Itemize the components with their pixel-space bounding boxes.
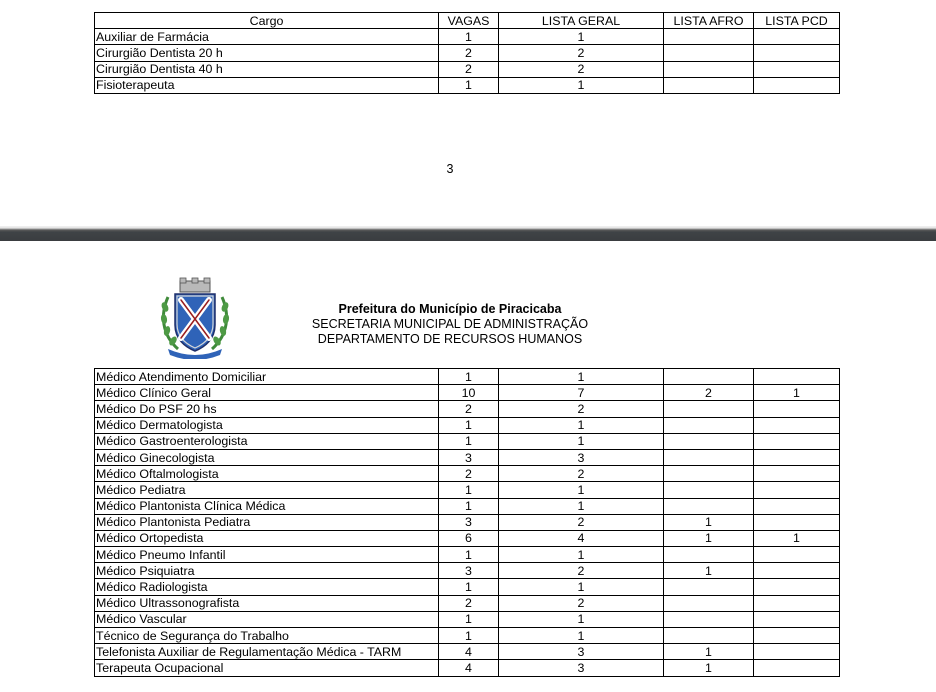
table-row — [95, 530, 840, 546]
cell-lista-pcd — [754, 77, 840, 93]
cell-vagas: 1 — [439, 547, 499, 563]
cell-vagas: 3 — [439, 563, 499, 579]
cell-lista-afro: 2 — [664, 385, 754, 401]
vacancy-table-top — [94, 12, 840, 94]
cell-lista-geral: 1 — [499, 29, 664, 45]
table-row — [95, 482, 840, 498]
cell-lista-pcd — [754, 595, 840, 611]
page-number: 3 — [446, 162, 454, 176]
cell-cargo: Médico Gastroenterologista — [95, 433, 439, 449]
cell-lista-pcd — [754, 547, 840, 563]
cell-cargo: Cirurgião Dentista 20 h — [95, 45, 439, 61]
cell-lista-geral: 2 — [499, 514, 664, 530]
cell-lista-geral: 2 — [499, 45, 664, 61]
table-row — [95, 563, 840, 579]
cell-lista-geral: 2 — [499, 61, 664, 77]
cell-cargo: Médico Radiologista — [95, 579, 439, 595]
cell-lista-afro — [664, 547, 754, 563]
cell-cargo: Médico Ginecologista — [95, 449, 439, 465]
cell-lista-afro: 1 — [664, 563, 754, 579]
table-row — [95, 611, 840, 627]
table-row — [95, 498, 840, 514]
cell-vagas: 1 — [439, 628, 499, 644]
cell-vagas: 1 — [439, 29, 499, 45]
cell-lista-geral: 7 — [499, 385, 664, 401]
cell-lista-afro — [664, 628, 754, 644]
cell-vagas: 1 — [439, 482, 499, 498]
table-row — [95, 466, 840, 482]
header-lista-afro: LISTA AFRO — [664, 13, 754, 29]
cell-lista-afro: 1 — [664, 660, 754, 676]
cell-lista-afro — [664, 579, 754, 595]
cell-lista-geral: 1 — [499, 547, 664, 563]
document-page-bottom — [0, 241, 936, 692]
cell-lista-pcd — [754, 466, 840, 482]
cell-vagas: 1 — [439, 433, 499, 449]
cell-lista-pcd — [754, 449, 840, 465]
cell-lista-pcd — [754, 45, 840, 61]
table-row — [95, 449, 840, 465]
cell-vagas: 2 — [439, 466, 499, 482]
cell-vagas: 2 — [439, 595, 499, 611]
cell-cargo: Médico Dermatologista — [95, 417, 439, 433]
cell-lista-pcd — [754, 660, 840, 676]
header-lista-geral: LISTA GERAL — [499, 13, 664, 29]
cell-lista-geral: 1 — [499, 369, 664, 385]
cell-cargo: Médico Atendimento Domiciliar — [95, 369, 439, 385]
cell-cargo: Médico Oftalmologista — [95, 466, 439, 482]
cell-lista-pcd — [754, 498, 840, 514]
cell-lista-geral: 1 — [499, 498, 664, 514]
cell-lista-pcd — [754, 482, 840, 498]
cell-lista-geral: 1 — [499, 611, 664, 627]
cell-lista-afro — [664, 369, 754, 385]
table-row — [95, 547, 840, 563]
header-cargo: Cargo — [95, 13, 439, 29]
cell-lista-pcd — [754, 514, 840, 530]
department-name: DEPARTAMENTO DE RECURSOS HUMANOS — [317, 332, 583, 346]
cell-lista-afro: 1 — [664, 514, 754, 530]
cell-cargo: Médico Plantonista Pediatra — [95, 514, 439, 530]
cell-lista-pcd — [754, 61, 840, 77]
table-header-row — [95, 13, 840, 29]
table-row — [95, 628, 840, 644]
cell-lista-geral: 1 — [499, 628, 664, 644]
table-row — [95, 644, 840, 660]
vacancy-table-bottom — [94, 368, 840, 677]
cell-cargo: Auxiliar de Farmácia — [95, 29, 439, 45]
cell-lista-geral: 3 — [499, 449, 664, 465]
document-header — [260, 302, 640, 347]
table-row — [95, 61, 840, 77]
cell-lista-afro — [664, 417, 754, 433]
cell-lista-afro — [664, 482, 754, 498]
cell-lista-afro — [664, 466, 754, 482]
table-row — [95, 417, 840, 433]
table-row — [95, 433, 840, 449]
cell-cargo: Médico Ortopedista — [95, 530, 439, 546]
table-row — [95, 29, 840, 45]
table-row — [95, 369, 840, 385]
cell-cargo: Médico Pediatra — [95, 482, 439, 498]
cell-vagas: 1 — [439, 417, 499, 433]
cell-lista-geral: 2 — [499, 401, 664, 417]
cell-lista-afro: 1 — [664, 530, 754, 546]
table-row — [95, 77, 840, 93]
cell-vagas: 2 — [439, 45, 499, 61]
cell-lista-geral: 1 — [499, 433, 664, 449]
cell-lista-geral: 2 — [499, 595, 664, 611]
cell-lista-geral: 3 — [499, 644, 664, 660]
cell-lista-afro — [664, 29, 754, 45]
cell-vagas: 6 — [439, 530, 499, 546]
cell-lista-afro: 1 — [664, 644, 754, 660]
cell-lista-pcd — [754, 611, 840, 627]
cell-vagas: 2 — [439, 401, 499, 417]
cell-lista-pcd: 1 — [754, 530, 840, 546]
cell-vagas: 3 — [439, 449, 499, 465]
header-lista-pcd: LISTA PCD — [754, 13, 840, 29]
table-row — [95, 401, 840, 417]
cell-lista-afro — [664, 433, 754, 449]
cell-lista-pcd — [754, 369, 840, 385]
secretaria-name: SECRETARIA MUNICIPAL DE ADMINISTRAÇÃO — [311, 317, 589, 331]
cell-lista-pcd — [754, 628, 840, 644]
cell-vagas: 1 — [439, 611, 499, 627]
org-name: Prefeitura do Município de Piracicaba — [338, 302, 562, 316]
cell-cargo: Terapeuta Ocupacional — [95, 660, 439, 676]
city-crest-icon — [158, 277, 232, 359]
cell-lista-afro — [664, 77, 754, 93]
cell-cargo: Técnico de Segurança do Trabalho — [95, 628, 439, 644]
cell-lista-pcd — [754, 433, 840, 449]
cell-lista-pcd — [754, 417, 840, 433]
cell-lista-afro — [664, 498, 754, 514]
cell-lista-pcd — [754, 579, 840, 595]
header-vagas: VAGAS — [439, 13, 499, 29]
cell-cargo: Médico Do PSF 20 hs — [95, 401, 439, 417]
cell-lista-pcd — [754, 563, 840, 579]
cell-lista-pcd — [754, 401, 840, 417]
cell-cargo: Médico Ultrassonografista — [95, 595, 439, 611]
cell-vagas: 10 — [439, 385, 499, 401]
cell-cargo: Fisioterapeuta — [95, 77, 439, 93]
cell-lista-pcd — [754, 29, 840, 45]
cell-cargo: Médico Plantonista Clínica Médica — [95, 498, 439, 514]
cell-vagas: 1 — [439, 498, 499, 514]
cell-lista-geral: 1 — [499, 77, 664, 93]
table-row — [95, 385, 840, 401]
cell-lista-geral: 3 — [499, 660, 664, 676]
table-row — [95, 595, 840, 611]
page-divider — [0, 226, 936, 241]
cell-cargo: Cirurgião Dentista 40 h — [95, 61, 439, 77]
cell-lista-afro — [664, 595, 754, 611]
cell-vagas: 4 — [439, 644, 499, 660]
cell-lista-geral: 1 — [499, 482, 664, 498]
cell-vagas: 1 — [439, 77, 499, 93]
cell-lista-afro — [664, 61, 754, 77]
cell-lista-geral: 2 — [499, 563, 664, 579]
cell-vagas: 4 — [439, 660, 499, 676]
cell-cargo: Médico Vascular — [95, 611, 439, 627]
cell-vagas: 1 — [439, 369, 499, 385]
table-row — [95, 514, 840, 530]
table-row — [95, 660, 840, 676]
cell-cargo: Telefonista Auxiliar de Regulamentação Médica - TARM — [95, 644, 439, 660]
cell-lista-geral: 4 — [499, 530, 664, 546]
cell-cargo: Médico Pneumo Infantil — [95, 547, 439, 563]
cell-vagas: 2 — [439, 61, 499, 77]
cell-lista-geral: 1 — [499, 579, 664, 595]
document-page-top — [0, 0, 936, 226]
cell-lista-afro — [664, 401, 754, 417]
table-row — [95, 579, 840, 595]
cell-lista-pcd — [754, 644, 840, 660]
cell-vagas: 1 — [439, 579, 499, 595]
cell-cargo: Médico Clínico Geral — [95, 385, 439, 401]
cell-lista-afro — [664, 611, 754, 627]
cell-lista-geral: 2 — [499, 466, 664, 482]
cell-lista-afro — [664, 45, 754, 61]
cell-lista-geral: 1 — [499, 417, 664, 433]
cell-lista-afro — [664, 449, 754, 465]
cell-cargo: Médico Psiquiatra — [95, 563, 439, 579]
cell-lista-pcd: 1 — [754, 385, 840, 401]
table-row — [95, 45, 840, 61]
cell-vagas: 3 — [439, 514, 499, 530]
